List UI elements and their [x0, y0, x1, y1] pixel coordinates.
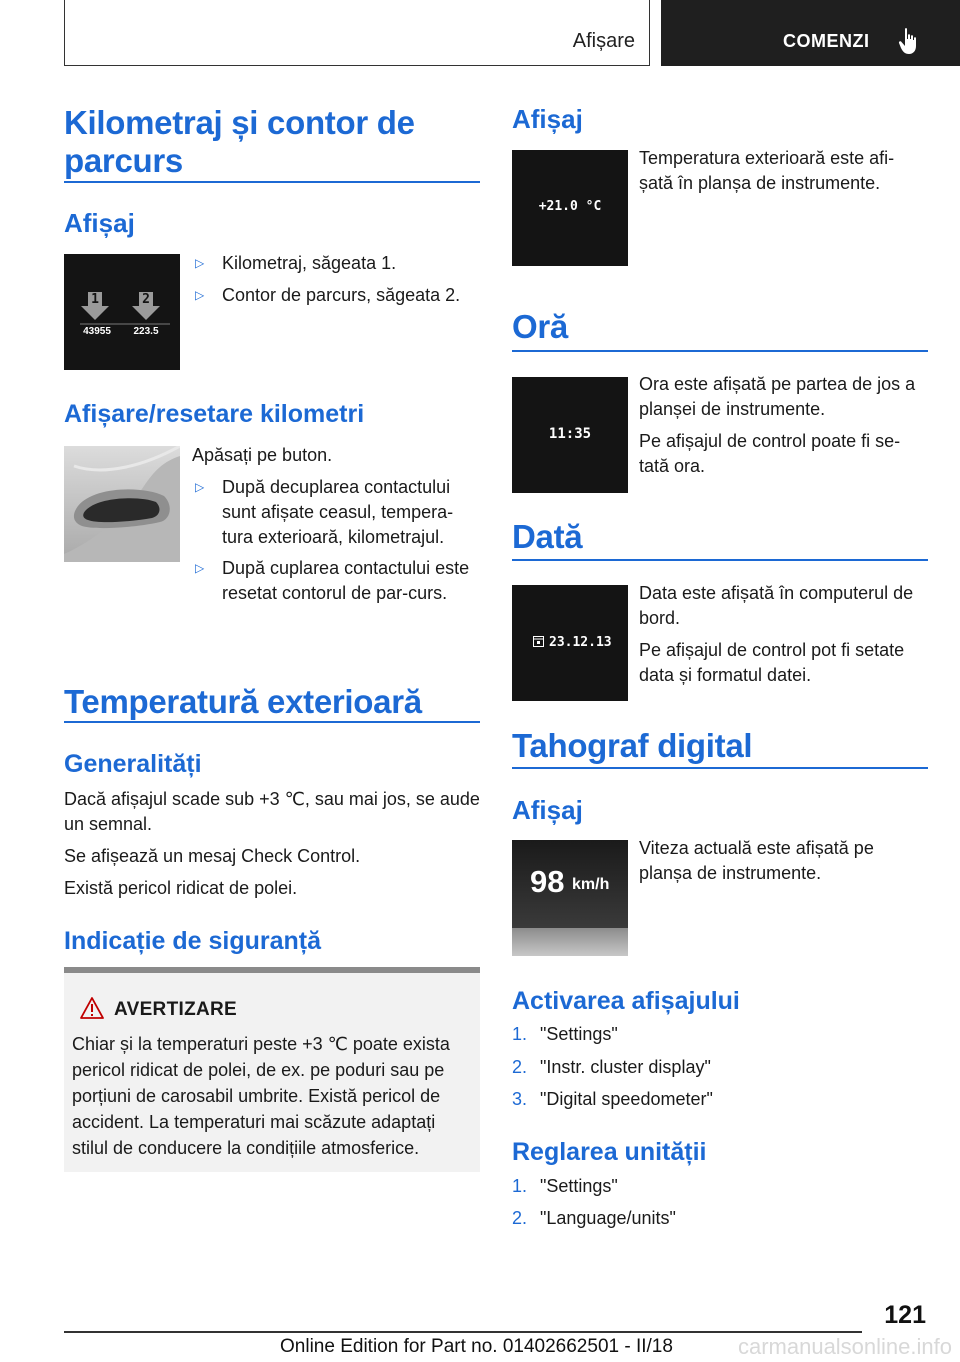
- speed-display-bezel: [512, 928, 628, 956]
- general-paragraph-2: Se afișează un mesaj Check Control.: [64, 846, 361, 866]
- temperature-display-image: [512, 150, 628, 266]
- outside-temp-rule: [64, 721, 480, 723]
- date-paragraph-1: Data este afișată în computerul de bord.: [639, 583, 914, 628]
- step-number: 1.: [512, 1176, 528, 1196]
- temperature-display-value: +21.0 °C: [538, 199, 602, 214]
- general-paragraph-3: Există pericol ridicat de polei.: [64, 878, 298, 898]
- reset-bullet-2-text: După cuplarea contactului este resetat contorul de par-curs.: [222, 558, 470, 603]
- step-number: 2.: [512, 1208, 528, 1228]
- header-section-title: Afișare: [572, 30, 635, 52]
- pointing-hand-icon: [897, 27, 921, 55]
- units-step-2: [512, 1206, 928, 1231]
- reset-button-image: [64, 446, 180, 562]
- reset-intro: Apăsați pe buton.: [192, 445, 333, 465]
- odometer-arrow-1-label: 1: [91, 292, 99, 307]
- odometer-arrow-2-label: 2: [142, 292, 150, 307]
- speed-display-unit: km/h: [572, 876, 610, 893]
- bullet-triangle-icon: ▷: [195, 561, 205, 575]
- time-paragraph-1: Ora este afișată pe partea de jos a planșei de instrumente.: [639, 374, 916, 419]
- odometer-image: [64, 254, 180, 370]
- step-number: 3.: [512, 1089, 528, 1109]
- odometer-trip-value: 223.5: [133, 326, 159, 337]
- page-number: 121: [884, 1301, 926, 1329]
- activate-step-3-text: "Digital speedometer": [540, 1089, 713, 1109]
- reset-heading: Afișare/resetare kilometri: [64, 400, 365, 428]
- warning-title: AVERTIZARE: [114, 999, 237, 1020]
- activate-step-3: [512, 1087, 928, 1112]
- footer-watermark: carmanualsonline.info: [737, 1334, 952, 1359]
- footer-edition-text: Online Edition for Part no. 01402662501 - II/18: [280, 1336, 673, 1357]
- reset-bullet-1: [192, 475, 480, 550]
- trip-bullet-text: Contor de parcurs, săgeata 2.: [222, 285, 461, 305]
- date-title: Dată: [512, 518, 583, 555]
- header-section-box: [64, 0, 650, 66]
- warning-box: [64, 967, 480, 1172]
- temperature-text: Temperatura exterioară este afi-șată în planșa de instrumente.: [639, 148, 895, 193]
- warning-triangle-icon: [80, 997, 104, 1019]
- date-paragraph-2: Pe afișajul de control pot fi setate data și formatul datei.: [639, 640, 905, 685]
- activate-step-1-text: "Settings": [540, 1024, 618, 1044]
- tachograph-title-rule: [512, 767, 928, 769]
- activate-step-2: [512, 1055, 928, 1080]
- odometer-km-value: 43955: [83, 326, 111, 337]
- bullet-triangle-icon: ▷: [195, 288, 205, 302]
- odometer-bullet: [192, 251, 480, 276]
- temp-display-heading: Afișaj: [512, 104, 583, 134]
- reset-button-graphic: [64, 446, 180, 562]
- time-title-rule: [512, 350, 928, 352]
- safety-heading: Indicație de siguranță: [64, 927, 322, 955]
- general-paragraph-1: Dacă afișajul scade sub +3 ℃, sau mai jos, se aude un semnal.: [64, 789, 480, 834]
- bullet-triangle-icon: ▷: [195, 256, 205, 270]
- odometer-arrows-graphic: [64, 254, 180, 370]
- time-display-image: [512, 377, 628, 493]
- units-step-1-text: "Settings": [540, 1176, 618, 1196]
- odometer-title: Kilometraj și contor de parcurs: [64, 104, 415, 179]
- reset-bullet-1-text: După decuplarea contactului sunt afișate ceasul, tempera-tura exterioară, kilometrajul.: [222, 477, 454, 547]
- date-title-rule: [512, 559, 928, 561]
- activate-heading: Activarea afișajului: [512, 987, 740, 1015]
- reset-bullet-2: [192, 556, 480, 606]
- bullet-triangle-icon: ▷: [195, 480, 205, 494]
- time-display-value: 11:35: [548, 426, 592, 442]
- units-step-2-text: "Language/units": [540, 1208, 676, 1228]
- tachograph-title: Tahograf digital: [512, 727, 753, 764]
- outside-temp-title: Temperatură exterioară: [64, 683, 422, 720]
- odometer-title-rule: [64, 181, 480, 183]
- odometer-bullet-text: Kilometraj, săgeata 1.: [222, 253, 397, 273]
- odometer-display-heading: Afișaj: [64, 208, 135, 238]
- date-display-image: [512, 585, 628, 701]
- warning-text: Chiar și la temperaturi peste +3 ℃ poate exista pericol ridicat de polei, de ex. pe poduri sau pe porțiuni de carosabil umbrite. Există pericol de accident. La temperaturi mai scăzute adaptați stilul de conducere la condițiile atmosferice.: [72, 1034, 450, 1158]
- step-number: 2.: [512, 1057, 528, 1077]
- header-tab-comenzi[interactable]: [661, 0, 960, 66]
- time-paragraph-2: Pe afișajul de control poate fi se-tată ora.: [639, 431, 901, 476]
- trip-bullet: [192, 283, 480, 308]
- activate-step-2-text: "Instr. cluster display": [540, 1057, 711, 1077]
- speed-text: Viteza actuală este afișată pe planșa de instrumente.: [639, 838, 874, 883]
- step-number: 1.: [512, 1024, 528, 1044]
- general-heading: Generalități: [64, 750, 202, 778]
- time-title: Oră: [512, 308, 568, 345]
- units-step-1: [512, 1174, 928, 1199]
- footer-rule: [64, 1331, 862, 1333]
- date-display-value: 23.12.13: [549, 635, 612, 650]
- units-heading: Reglarea unității: [512, 1138, 707, 1166]
- activate-step-1: [512, 1022, 928, 1047]
- calendar-icon: [533, 635, 544, 647]
- speed-display-value: 98: [530, 864, 565, 899]
- speed-display-image: [512, 840, 628, 956]
- tachograph-display-heading: Afișaj: [512, 795, 583, 825]
- header-tab-label: COMENZI: [783, 31, 870, 51]
